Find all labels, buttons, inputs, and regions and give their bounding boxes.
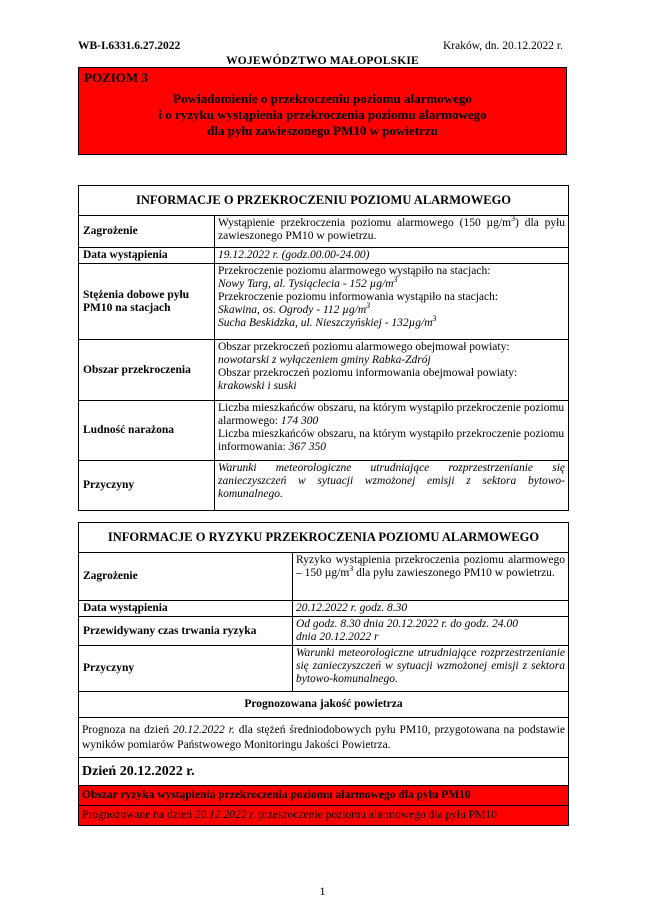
- row-label-area: Obszar przekroczenia: [79, 340, 215, 401]
- causes-value: Warunki meteorologiczne utrudniające rozprzestrzenianie się zanieczyszczeń w sytuacji wzmożonej emisji z sektora bytowo-komunalnego.: [215, 461, 569, 511]
- population-value: Liczba mieszkańców obszaru, na którym wystąpiło przekroczenie poziomu alarmowego: 174 300 Liczba mieszkańców obszaru, na którym wystąpiło przekroczenie poziomu informowania: 367 350: [215, 401, 569, 461]
- concentrations-value: Przekroczenie poziomu alarmowego wystąpiło na stacjach: Nowy Targ, al. Tysiąclecia - 152 $\mu g/m^3$ Przekroczenie poziomu informowania wystąpiło na stacjach: Skawina, os. Ogrody - 112 $\mu g/m^3$ Sucha Beskidzka, ul. Nieszczyńskiej - $132\mu g/m^3$: [215, 264, 569, 340]
- row-label-duration: Przewidywany czas trwania ryzyka: [79, 617, 293, 646]
- row-label-date: Data wystąpienia: [79, 601, 293, 617]
- risk-area-text: Prognozowane na dzień 20.12.2022 r. przekroczenie poziomu alarmowego dla pyłu PM10: [79, 806, 569, 826]
- document-reference: WB-I.6331.6.27.2022: [78, 40, 181, 52]
- day-heading: Dzień 20.12.2022 r.: [79, 758, 569, 786]
- page-number: 1: [319, 884, 326, 898]
- date-value: 19.12.2022 r. (godz.00.00-24.00): [215, 248, 569, 264]
- forecast-heading: Prognozowana jakość powietrza: [79, 692, 569, 718]
- voivodeship-heading: WOJEWÓDZTWO MAŁOPOLSKIE: [226, 55, 419, 67]
- place-and-date: Kraków, dn. 20.12.2022 r.: [443, 40, 563, 52]
- risk-causes-value: Warunki meteorologiczne utrudniające rozprzestrzenianie się zanieczyszczeń w sytuacji wzmożonej emisji z sektora bytowo-komunalnego.: [293, 646, 569, 692]
- alert-title-line: dla pyłu zawieszonego PM10 w powietrzu: [207, 123, 438, 138]
- row-label-date: Data wystąpienia: [79, 248, 215, 264]
- alert-level: POZIOM 3: [84, 70, 148, 85]
- risk-area-heading: Obszar ryzyka wystąpienia przekroczenia poziomu alarmowego dla pyłu PM10: [79, 786, 569, 806]
- row-label-population: Ludność narażona: [79, 401, 215, 461]
- exceedance-table-title: INFORMACJE O PRZEKROCZENIU POZIOMU ALARMOWEGO: [79, 186, 569, 216]
- area-value: Obszar przekroczeń poziomu alarmowego obejmował powiaty: nowotarski z wyłączeniem gminy Rabka-Zdrój Obszar przekroczeń poziomu informowania obejmował powiaty: krakowski i suski: [215, 340, 569, 401]
- alert-title-line: i o ryzyku wystąpienia przekroczenia poziomu alarmowego: [158, 107, 487, 122]
- row-label-causes: Przyczyny: [79, 461, 215, 511]
- row-label-threat: Zagrożenie: [79, 216, 215, 248]
- risk-duration-value: Od godz. 8.30 dnia 20.12.2022 r. do godz. 24.00 dnia 20.12.2022 r: [293, 617, 569, 646]
- forecast-text: Prognoza na dzień 20.12.2022 r. dla stężeń średniodobowych pyłu PM10, przygotowana na podstawie wyników pomiarów Państwowego Monitoringu Jakości Powietrza.: [79, 718, 569, 758]
- threat-value: Wystąpienie przekroczenia poziomu alarmowego (150 $\mu g/m^3$) dla pyłu zawieszonego PM10 w powietrzu.: [215, 216, 569, 248]
- exceedance-table: [78, 185, 569, 511]
- alert-banner: [78, 67, 567, 155]
- row-label-concentrations: Stężenia dobowe pyłu PM10 na stacjach: [79, 264, 215, 340]
- risk-table: [78, 522, 569, 826]
- risk-table-title: INFORMACJE O RYZYKU PRZEKROCZENIA POZIOMU ALARMOWEGO: [79, 523, 569, 553]
- alert-title-line: Powiadomienie o przekroczeniu poziomu alarmowego: [173, 91, 472, 106]
- row-label-threat: Zagrożenie: [79, 553, 293, 601]
- risk-threat-value: Ryzyko wystąpienia przekroczenia poziomu alarmowego – 150 $\mu g/m^3$ dla pyłu zawieszonego PM10 w powietrzu.: [293, 553, 569, 601]
- row-label-causes: Przyczyny: [79, 646, 293, 692]
- alert-title: [79, 91, 566, 139]
- risk-date-value: 20.12.2022 r. godz. 8.30: [293, 601, 569, 617]
